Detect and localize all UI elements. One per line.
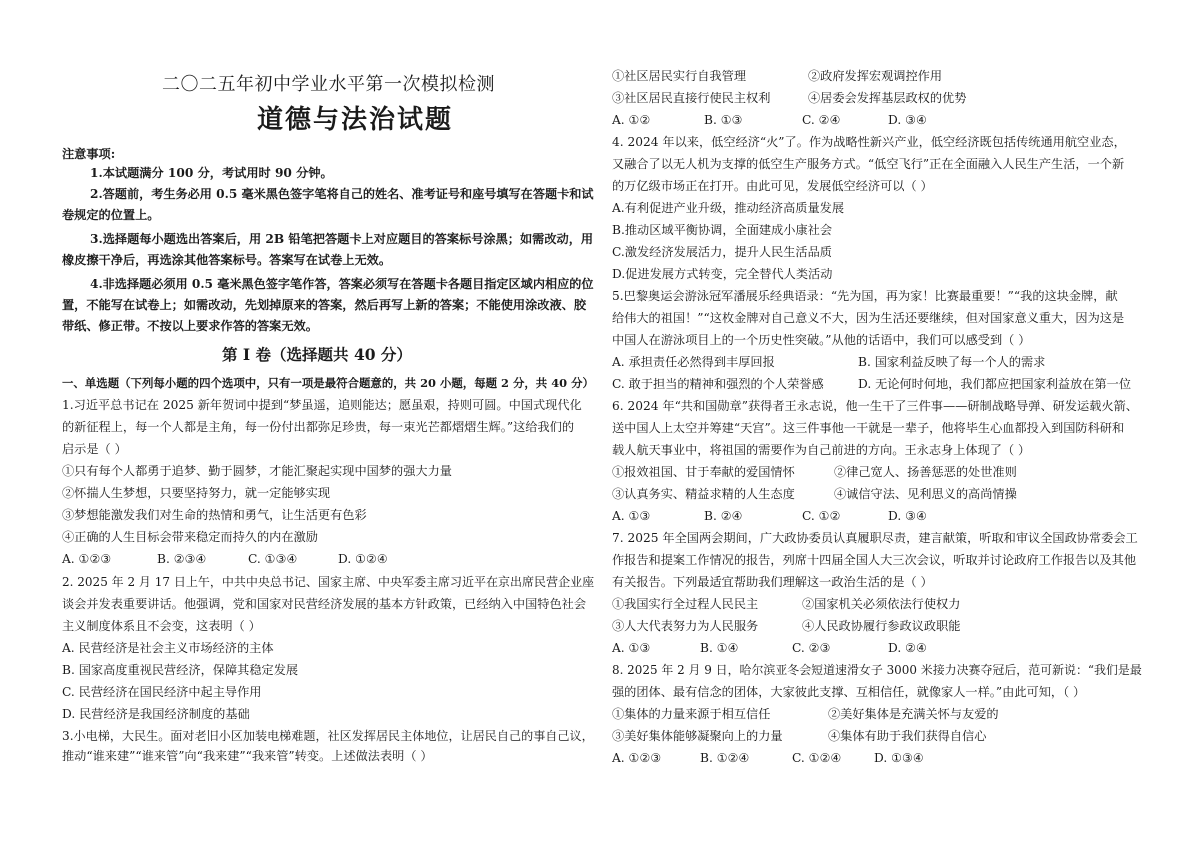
q1-item: ③梦想能激发我们对生命的热情和勇气，让生活更有色彩 [62, 508, 367, 522]
q3-stem: 推动“谁来建”“谁来管”向“我来建”“我来管”转变。上述做法表明（ ） [62, 749, 433, 763]
q5-option-d: D. 无论何时何地，我们都应把国家利益放在第一位 [858, 377, 1132, 391]
q8-stem: 8. 2025 年 2 月 9 日，哈尔滨亚冬会短道速滑女子 3000 米接力决赛夺冠后，范可新说：“我们是最 [612, 663, 1142, 677]
q7-option-a: A. ①③ [612, 641, 651, 655]
q7-item: ③人大代表努力为人民服务 [612, 619, 759, 633]
notice-line: 带纸、修正带。不按以上要求作答的答案无效。 [62, 319, 318, 333]
notice-line: 1.本试题满分 100 分，考试用时 90 分钟。 [90, 166, 333, 180]
q6-option-b: B. ②④ [704, 509, 743, 523]
q6-option-c: C. ①② [802, 509, 841, 523]
q5-option-a: A. 承担责任必然得到丰厚回报 [612, 355, 775, 369]
q8-item: ①集体的力量来源于相互信任 [612, 707, 771, 721]
q5-option-b: B. 国家利益反映了每一个人的需求 [858, 355, 1046, 369]
q4-option-d: D.促进发展方式转变，完全替代人类活动 [612, 267, 833, 281]
q2-option-c: C. 民营经济在国民经济中起主导作用 [62, 685, 262, 699]
q3-item: ①社区居民实行自我管理 [612, 69, 747, 83]
q3-item: ③社区居民直接行使民主权利 [612, 91, 771, 105]
q6-item: ④诚信守法、见利思义的高尚情操 [834, 487, 1017, 501]
q6-stem: 6. 2024 年“共和国勋章”获得者王永志说，他一生干了三件事——研制战略导弹、研发运载火箭、 [612, 399, 1138, 413]
q2-option-a: A. 民营经济是社会主义市场经济的主体 [62, 641, 274, 655]
q5-stem: 中国人在游泳项目上的一个历史性突破。”从他的话语中，我们可以感受到（ ） [612, 333, 1031, 347]
q1-option-c: C. ①③④ [248, 552, 298, 566]
q3-stem: 3.小电梯，大民生。面对老旧小区加装电梯难题，社区发挥居民主体地位，让居民自己的事自己议， [62, 729, 594, 743]
notice-line: 2.答题前，考生务必用 0.5 毫米黑色签字笔将自己的姓名、准考证号和座号填写在答题卡和试 [90, 187, 594, 201]
q6-stem: 载人航天事业中，将祖国的需要作为自己前进的方向。王永志身上体现了（ ） [612, 443, 1031, 457]
q7-stem: 有关报告。下列最适宜帮助我们理解这一政治生活的是（ ） [612, 575, 933, 589]
q2-stem: 2. 2025 年 2 月 17 日上午，中共中央总书记、国家主席、中央军委主席习近平在京出席民营企业座 [62, 575, 595, 589]
q5-stem: 给伟大的祖国！”“这枚金牌对自己意义不大，因为生活还要继续，但对国家意义重大，因为这是 [612, 311, 1125, 325]
q3-item: ②政府发挥宏观调控作用 [808, 69, 943, 83]
q7-option-d: D. ②④ [888, 641, 927, 655]
q6-stem: 送中国人上太空并筹建“天宫”。这三件事他一干就是一辈子，他将毕生心血都投入到国防科研和 [612, 421, 1125, 435]
notice-line: 卷规定的位置上。 [62, 208, 160, 222]
q4-option-b: B.推动区域平衡协调，全面建成小康社会 [612, 223, 833, 237]
q2-stem: 谈会并发表重要讲话。他强调，党和国家对民营经济发展的基本方针政策，已经纳入中国特色社会 [62, 597, 587, 611]
q4-stem: 4. 2024 年以来，低空经济“火”了。作为战略性新兴产业，低空经济既包括传统通用航空业态， [612, 135, 1126, 149]
q3-item: ④居委会发挥基层政权的优势 [808, 91, 967, 105]
q1-option-a: A. ①②③ [62, 552, 112, 566]
notice-line: 3.选择题每小题选出答案后，用 2B 铅笔把答题卡上对应题目的答案标号涂黑；如需改动，用 [90, 232, 594, 246]
q2-option-d: D. 民营经济是我国经济制度的基础 [62, 707, 250, 721]
q1-item: ④正确的人生目标会带来稳定而持久的内在激励 [62, 530, 318, 544]
q4-option-a: A.有利促进产业升级，推动经济高质量发展 [612, 201, 845, 215]
q8-item: ②美好集体是充满关怀与友爱的 [828, 707, 999, 721]
exam-title: 二〇二五年初中学业水平第一次模拟检测 [162, 74, 495, 95]
q8-stem: 强的团体、最有信念的团体，大家彼此支撑、互相信任，就像家人一样。”由此可知，（ ） [612, 685, 1086, 699]
q8-option-b: B. ①②④ [700, 751, 750, 765]
q4-stem: 又融合了以无人机为支撑的低空生产服务方式。“低空飞行”正在全面融入人民生产生活，一个新 [612, 157, 1125, 171]
q6-item: ①报效祖国、甘于奉献的爱国情怀 [612, 465, 795, 479]
q4-option-c: C.激发经济发展活力，提升人民生活品质 [612, 245, 832, 259]
notice-line: 橡皮擦干净后，再选涂其他答案标号。答案写在试卷上无效。 [62, 253, 392, 267]
q8-option-c: C. ①②④ [792, 751, 842, 765]
q8-item: ③美好集体能够凝聚向上的力量 [612, 729, 783, 743]
q7-item: ②国家机关必须依法行使权力 [802, 597, 961, 611]
notice-line: 置，不能写在试卷上；如需改动，先划掉原来的答案，然后再写上新的答案；不能使用涂改液、胶 [62, 298, 587, 312]
q7-option-c: C. ②③ [792, 641, 831, 655]
q1-item: ②怀揣人生梦想，只要坚持努力，就一定能够实现 [62, 486, 331, 500]
q8-option-d: D. ①③④ [874, 751, 924, 765]
section-title: 第 I 卷（选择题共 40 分） [222, 345, 412, 364]
q1-item: ①只有每个人都勇于追梦、勤于圆梦，才能汇聚起实现中国梦的强大力量 [62, 464, 452, 478]
q5-stem: 5.巴黎奥运会游泳冠军潘展乐经典语录：“先为国，再为家！比赛最重要！”“我的这块金牌，献 [612, 289, 1118, 303]
q8-option-a: A. ①②③ [612, 751, 662, 765]
q3-option-d: D. ③④ [888, 113, 927, 127]
q7-stem: 作报告和提案工作情况的报告，列席十四届全国人大三次会议，听取并讨论政府工作报告以及其他 [612, 553, 1137, 567]
notice-line: 4.非选择题必须用 0.5 毫米黑色签字笔作答，答案必须写在答题卡各题目指定区域内相应的位 [90, 277, 594, 291]
q7-item: ①我国实行全过程人民民主 [612, 597, 759, 611]
q1-option-d: D. ①②④ [338, 552, 388, 566]
q2-option-b: B. 国家高度重视民营经济，保障其稳定发展 [62, 663, 299, 677]
q7-option-b: B. ①④ [700, 641, 739, 655]
q1-stem: 1.习近平总书记在 2025 新年贺词中提到“梦虽遥，追则能达；愿虽艰，持则可圆。中国式现代化 [62, 398, 582, 412]
q6-option-d: D. ③④ [888, 509, 927, 523]
q7-item: ④人民政协履行参政议政职能 [802, 619, 961, 633]
section-intro: 一、单选题（下列每小题的四个选项中，只有一项是最符合题意的，共 20 小题，每题 2 分，共 40 分） [62, 376, 594, 390]
q3-option-a: A. ①② [612, 113, 651, 127]
q5-option-c: C. 敢于担当的精神和强烈的个人荣誉感 [612, 377, 824, 391]
q1-stem: 启示是（ ） [62, 442, 127, 456]
q1-option-b: B. ②③④ [157, 552, 207, 566]
q6-item: ②律己宽人、扬善惩恶的处世准则 [834, 465, 1017, 479]
q1-stem: 的新征程上，每一个人都是主角，每一份付出都弥足珍贵，每一束光芒都熠熠生辉。”这给我们的 [62, 420, 575, 434]
q3-option-b: B. ①③ [704, 113, 743, 127]
q4-stem: 的万亿级市场正在打开。由此可见，发展低空经济可以（ ） [612, 179, 933, 193]
q7-stem: 7. 2025 年全国两会期间，广大政协委员认真履职尽责，建言献策，听取和审议全国政协常委会工 [612, 531, 1138, 545]
q2-stem: 主义制度体系且不会变，这表明（ ） [62, 619, 261, 633]
notice-header: 注意事项: [62, 147, 116, 161]
q6-option-a: A. ①③ [612, 509, 651, 523]
q6-item: ③认真务实、精益求精的人生态度 [612, 487, 795, 501]
exam-subtitle: 道德与法治试题 [257, 105, 454, 135]
q3-option-c: C. ②④ [802, 113, 841, 127]
q8-item: ④集体有助于我们获得自信心 [828, 729, 987, 743]
